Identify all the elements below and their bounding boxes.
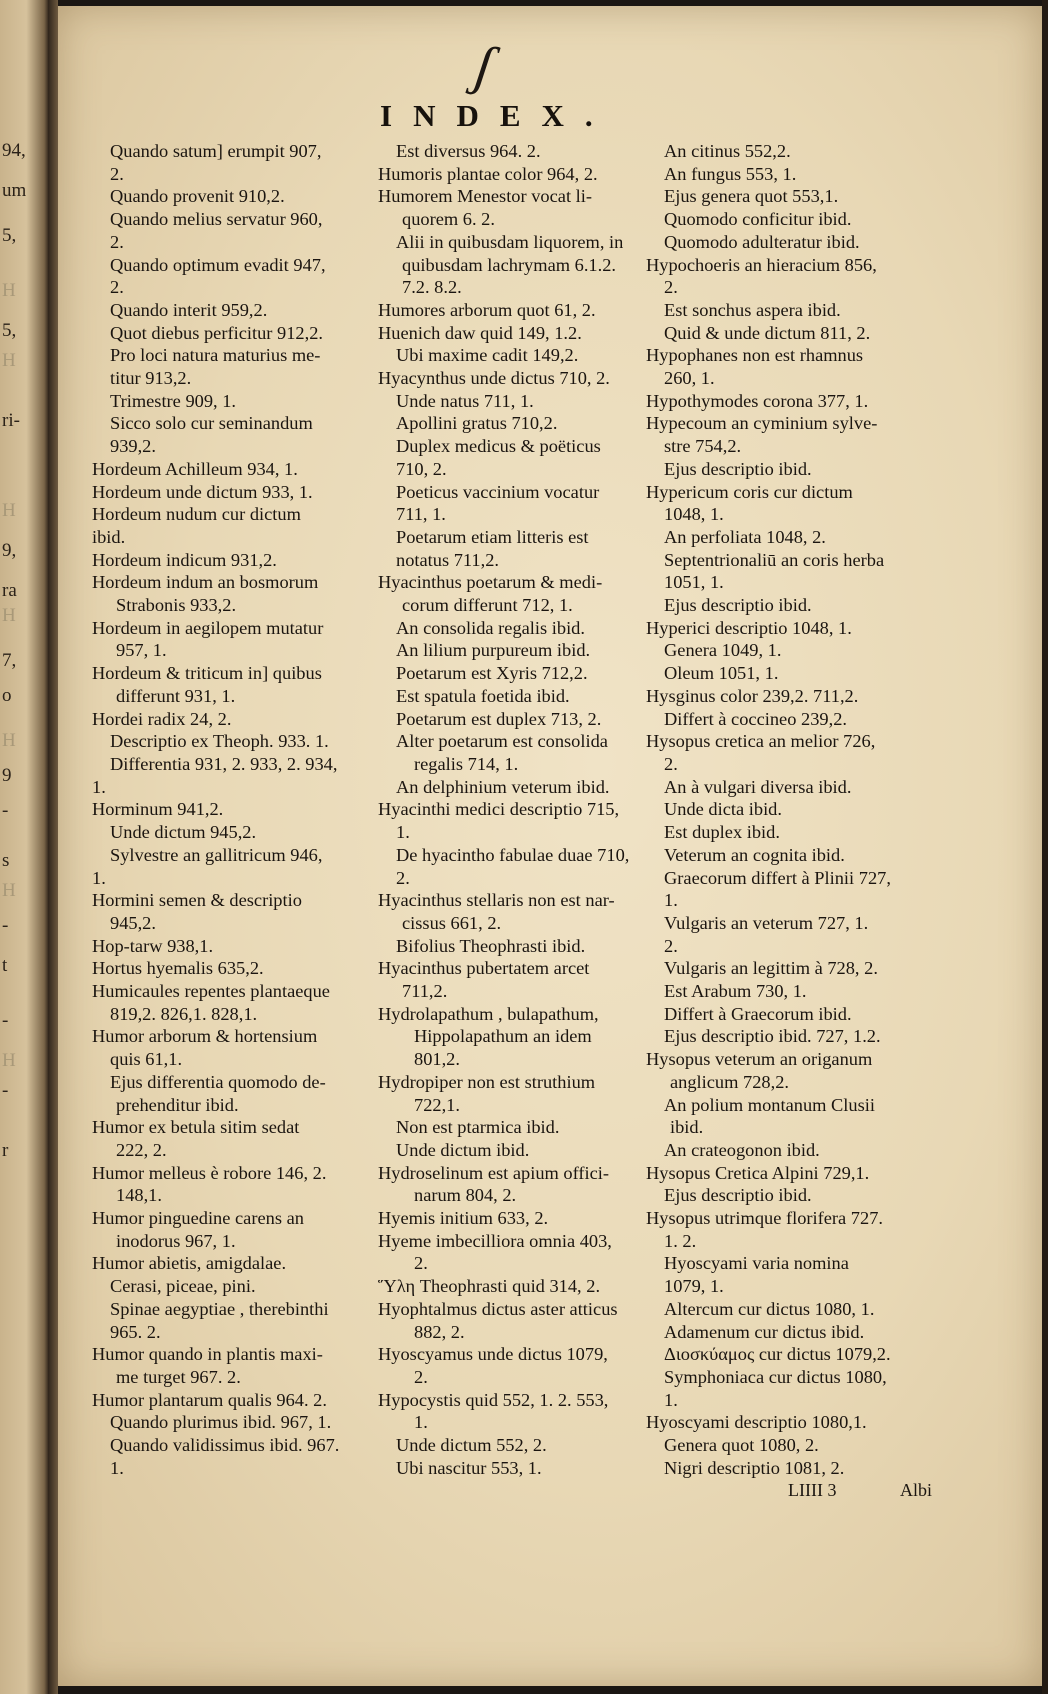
- index-entry: Hydroselinum est apium offici-: [378, 1162, 610, 1183]
- index-entry: Humorem Menestor vocat li-: [378, 186, 592, 207]
- index-column-2: [378, 140, 668, 1479]
- index-entry: Hypothymodes corona 377, 1.: [646, 390, 869, 411]
- index-entry: Descriptio ex Theoph. 933. 1.: [110, 731, 329, 752]
- index-entry: Hypophanes non est rhamnus: [646, 345, 864, 366]
- index-entry: De hyacintho fabulae duae 710,: [396, 844, 630, 865]
- book-page: [58, 6, 1042, 1686]
- index-entry: Humores arborum quot 61, 2.: [378, 299, 596, 320]
- index-entry: Huenich daw quid 149, 1.2.: [378, 322, 582, 343]
- index-entry: Hyacinthi medici descriptio 715,: [378, 799, 620, 820]
- index-entry: Hordeum indum an bosmorum: [92, 572, 319, 593]
- catchword: Albi: [900, 1480, 933, 1500]
- index-entry: narum 804, 2.: [414, 1185, 517, 1206]
- index-entry: Spinae aegyptiae , therebinthi: [110, 1298, 329, 1319]
- index-entry: An citinus 552,2.: [664, 141, 791, 161]
- index-entry: ibid.: [92, 526, 126, 547]
- index-entry: stre 754,2.: [664, 436, 742, 457]
- index-entry: Sicco solo cur seminandum: [110, 413, 313, 434]
- index-entry: 957, 1.: [116, 640, 167, 661]
- index-entry: Est Arabum 730, 1.: [664, 981, 807, 1002]
- index-entry: Hydropiper non est struthium: [378, 1071, 596, 1092]
- facing-page-fragment: r: [2, 1140, 9, 1161]
- index-entry: Hysopus cretica an melior 726,: [646, 731, 876, 752]
- index-entry: Alter poetarum est consolida: [396, 731, 608, 752]
- index-entry: An polium montanum Clusii: [664, 1094, 875, 1115]
- index-entry: An delphinium veterum ibid.: [396, 776, 610, 797]
- index-entry: 1.: [396, 822, 410, 843]
- facing-page-fragment: H: [2, 880, 16, 901]
- index-entry: me turget 967. 2.: [116, 1366, 241, 1387]
- index-entry: Humor quando in plantis maxi-: [92, 1344, 323, 1365]
- index-entry: Quando plurimus ibid. 967, 1.: [110, 1412, 332, 1433]
- index-entry: Symphoniaca cur dictus 1080,: [664, 1366, 887, 1387]
- index-entry: Hyophtalmus dictus aster atticus: [378, 1298, 618, 1319]
- index-entry: Ejus descriptio ibid. 727, 1.2.: [664, 1026, 881, 1047]
- index-entry: An à vulgari diversa ibid.: [664, 776, 852, 797]
- index-entry: Genera quot 1080, 2.: [664, 1435, 819, 1456]
- right-edge: [1042, 0, 1048, 1694]
- index-entry: An fungus 553, 1.: [664, 163, 797, 184]
- index-column-3: [646, 140, 982, 1479]
- index-entry: Ejus descriptio ibid.: [664, 595, 812, 616]
- index-entry: Hysopus utrimque florifera 727.: [646, 1208, 883, 1229]
- index-entry: 1.: [414, 1412, 428, 1433]
- book-gutter: [48, 0, 58, 1694]
- index-entry: Strabonis 933,2.: [116, 595, 237, 616]
- index-entry: Differt à Graecorum ibid.: [664, 1003, 852, 1024]
- index-entry: Ejus genera quot 553,1.: [664, 186, 839, 207]
- index-entry: Hyemis initium 633, 2.: [378, 1208, 549, 1229]
- index-entry: 222, 2.: [116, 1139, 167, 1160]
- index-entry: Quid & unde dictum 811, 2.: [664, 322, 871, 343]
- facing-page-fragment: H: [2, 350, 16, 371]
- index-entry: Genera 1049, 1.: [664, 640, 782, 661]
- index-entry: 2.: [664, 753, 678, 774]
- index-entry: Poetarum est duplex 713, 2.: [396, 708, 602, 729]
- index-entry: An lilium purpureum ibid.: [396, 640, 591, 661]
- index-entry: Ejus descriptio ibid.: [664, 1185, 812, 1206]
- index-entry: Quomodo conficitur ibid.: [664, 209, 852, 230]
- index-entry: inodorus 967, 1.: [116, 1230, 236, 1251]
- index-entry: ibid.: [670, 1117, 704, 1138]
- facing-page-fragment: 9: [2, 765, 12, 786]
- index-entry: differunt 931, 1.: [116, 685, 236, 706]
- index-entry: Hormini semen & descriptio: [92, 890, 302, 911]
- index-entry: Humor abietis, amigdalae.: [92, 1253, 287, 1274]
- index-entry: Hyacynthus unde dictus 710, 2.: [378, 368, 610, 389]
- page-title: INDEX.: [380, 98, 614, 133]
- facing-page-fragment: H: [2, 500, 16, 521]
- index-entry: Bifolius Theophrasti ibid.: [396, 935, 586, 956]
- index-entry: Hordeum & triticum in] quibus: [92, 663, 322, 684]
- index-entry: Quando satum] erumpit 907,: [110, 141, 322, 161]
- index-entry: 2.: [110, 277, 124, 298]
- facing-page-fragment: H: [2, 280, 16, 301]
- index-entry: Est sonchus aspera ibid.: [664, 299, 841, 320]
- index-entry: 2.: [664, 935, 678, 956]
- facing-page-fragment: 5,: [2, 225, 17, 246]
- index-entry: Hyoscyami varia nomina: [664, 1253, 849, 1274]
- index-entry: Alii in quibusdam liquorem, in: [396, 231, 624, 252]
- index-entry: Humor plantarum qualis 964. 2.: [92, 1389, 327, 1410]
- index-entry: Hop-tarw 938,1.: [92, 935, 214, 956]
- index-entry: Quando provenit 910,2.: [110, 186, 285, 207]
- index-entry: Differentia 931, 2. 933, 2. 934,: [110, 753, 338, 774]
- facing-page-fragment: -: [2, 1080, 9, 1101]
- index-entry: cissus 661, 2.: [402, 912, 502, 933]
- facing-page-fragment: ra: [2, 580, 17, 601]
- index-entry: notatus 711,2.: [396, 549, 500, 570]
- index-entry: Hordeum nudum cur dictum: [92, 504, 301, 525]
- index-entry: 1.: [110, 1457, 124, 1478]
- index-entry: Hyacinthus poetarum & medi-: [378, 572, 603, 593]
- index-entry: 710, 2.: [396, 458, 447, 479]
- index-entry: Ubi maxime cadit 149,2.: [396, 345, 579, 366]
- index-entry: 1.: [92, 776, 106, 797]
- index-entry: Apollini gratus 710,2.: [396, 413, 558, 434]
- index-entry: Unde dicta ibid.: [664, 799, 782, 820]
- index-entry: Vulgaris an legittim à 728, 2.: [664, 958, 878, 979]
- index-entry: Ejus differentia quomodo de-: [110, 1071, 326, 1092]
- index-entry: Veterum an cognita ibid.: [664, 844, 845, 865]
- index-entry: Altercum cur dictus 1080, 1.: [664, 1298, 875, 1319]
- facing-page-fragment: 9,: [2, 540, 17, 561]
- index-entry: Hysopus veterum an origanum: [646, 1049, 873, 1070]
- index-entry: 1. 2.: [664, 1230, 697, 1251]
- index-entry: Est diversus 964. 2.: [396, 141, 541, 161]
- index-entry: Unde dictum 552, 2.: [396, 1435, 547, 1456]
- facing-page-fragment: -: [2, 1010, 9, 1031]
- index-entry: quis 61,1.: [110, 1049, 183, 1070]
- facing-page-fragment: -: [2, 800, 9, 821]
- index-entry: Differt à coccineo 239,2.: [664, 708, 847, 729]
- index-entry: An perfoliata 1048, 2.: [664, 526, 826, 547]
- index-entry: quibusdam lachrymam 6.1.2.: [402, 254, 617, 275]
- facing-page-fragment: H: [2, 730, 16, 751]
- facing-page-fragment: um: [2, 180, 27, 201]
- facing-page-fragment: 7,: [2, 650, 17, 671]
- facing-page-fragment: 5,: [2, 320, 17, 341]
- index-entry: Quot diebus perficitur 912,2.: [110, 322, 323, 343]
- index-entry: Ejus descriptio ibid.: [664, 458, 812, 479]
- index-entry: Unde dictum ibid.: [396, 1139, 530, 1160]
- index-entry: Hippolapathum an idem: [414, 1026, 592, 1047]
- index-entry: An crateogonon ibid.: [664, 1139, 820, 1160]
- facing-page-fragment: t: [2, 955, 8, 976]
- index-entry: 1.: [664, 890, 678, 911]
- index-entry: 939,2.: [110, 436, 156, 457]
- index-entry: Quomodo adulteratur ibid.: [664, 231, 860, 252]
- index-entry: Hysopus Cretica Alpini 729,1.: [646, 1162, 870, 1183]
- facing-page-edge: [0, 0, 48, 1694]
- index-entry: 2.: [110, 163, 124, 184]
- index-entry: Hypecoum an cyminium sylve-: [646, 413, 878, 434]
- index-entry: 711,2.: [402, 981, 448, 1002]
- index-entry: 2.: [110, 231, 124, 252]
- index-entry: 1051, 1.: [664, 572, 724, 593]
- index-entry: Hyeme imbecilliora omnia 403,: [378, 1230, 612, 1251]
- index-entry: Graecorum differt à Plinii 727,: [664, 867, 891, 888]
- index-entry: Hyacinthus pubertatem arcet: [378, 958, 590, 979]
- index-entry: Humoris plantae color 964, 2.: [378, 163, 598, 184]
- index-entry: Septentrionaliū an coris herba: [664, 549, 885, 570]
- index-entry: Poetarum est Xyris 712,2.: [396, 663, 588, 684]
- index-entry: Humor pinguedine carens an: [92, 1208, 304, 1229]
- index-entry: Hyoscyamus unde dictus 1079,: [378, 1344, 608, 1365]
- index-entry: Trimestre 909, 1.: [110, 390, 237, 411]
- index-entry: 1048, 1.: [664, 504, 724, 525]
- index-entry: Ὕλη Theophrasti quid 314, 2.: [378, 1276, 601, 1297]
- index-entry: Hysginus color 239,2. 711,2.: [646, 685, 859, 706]
- index-entry: Hordeum indicum 931,2.: [92, 549, 277, 570]
- index-entry: Hyacinthus stellaris non est nar-: [378, 890, 615, 911]
- index-entry: Sylvestre an gallitricum 946,: [110, 844, 323, 865]
- index-entry: Unde dictum 945,2.: [110, 822, 257, 843]
- index-entry: Ubi nascitur 553, 1.: [396, 1457, 542, 1478]
- index-entry: Hordeum in aegilopem mutatur: [92, 617, 324, 638]
- index-entry: Humor melleus è robore 146, 2.: [92, 1162, 327, 1183]
- index-entry: Διοσκύαμος cur dictus 1079,2.: [664, 1344, 891, 1365]
- index-entry: 2.: [414, 1366, 428, 1387]
- index-entry: 722,1.: [414, 1094, 460, 1115]
- index-entry: Poeticus vaccinium vocatur: [396, 481, 600, 502]
- signature-mark: LIIII 3: [788, 1480, 837, 1500]
- facing-page-fragment: -: [2, 915, 9, 936]
- index-entry: Hypochoeris an hieracium 856,: [646, 254, 877, 275]
- index-entry: Adamenum cur dictus ibid.: [664, 1321, 865, 1342]
- index-entry: 711, 1.: [396, 504, 446, 525]
- index-entry: 945,2.: [110, 912, 156, 933]
- index-entry: 2.: [414, 1253, 428, 1274]
- facing-page-fragment: o: [2, 685, 12, 706]
- index-entry: quorem 6. 2.: [402, 209, 495, 230]
- index-entry: Duplex medicus & poëticus: [396, 436, 601, 457]
- index-entry: 1.: [92, 867, 106, 888]
- index-entry: Cerasi, piceae, pini.: [110, 1276, 256, 1297]
- index-entry: 1079, 1.: [664, 1276, 724, 1297]
- facing-page-fragment: ri-: [2, 410, 20, 431]
- index-entry: Hordeum unde dictum 933, 1.: [92, 481, 313, 502]
- facing-page-fragment: 94,: [2, 140, 26, 161]
- index-entry: 2.: [396, 867, 410, 888]
- index-entry: Humor ex betula sitim sedat: [92, 1117, 300, 1138]
- index-entry: 801,2.: [414, 1049, 460, 1070]
- index-entry: Est spatula foetida ibid.: [396, 685, 570, 706]
- index-entry: Humor arborum & hortensium: [92, 1026, 318, 1047]
- index-entry: Hordeum Achilleum 934, 1.: [92, 458, 298, 479]
- index-entry: Quando interit 959,2.: [110, 299, 268, 320]
- index-entry: Poetarum etiam litteris est: [396, 526, 589, 547]
- index-entry: titur 913,2.: [110, 368, 192, 389]
- index-entry: 148,1.: [116, 1185, 162, 1206]
- index-entry: Humicaules repentes plantaeque: [92, 981, 330, 1002]
- index-entry: Hyoscyami descriptio 1080,1.: [646, 1412, 867, 1433]
- index-entry: Hydrolapathum , bulapathum,: [378, 1003, 599, 1024]
- index-entry: Quando validissimus ibid. 967.: [110, 1435, 340, 1456]
- index-entry: Oleum 1051, 1.: [664, 663, 779, 684]
- index-column-1: [92, 140, 396, 1479]
- index-entry: Hypericum coris cur dictum: [646, 481, 853, 502]
- index-entry: 7.2. 8.2.: [402, 277, 462, 298]
- index-entry: Hyperici descriptio 1048, 1.: [646, 617, 852, 638]
- index-entry: regalis 714, 1.: [414, 753, 519, 774]
- index-entry: anglicum 728,2.: [670, 1071, 790, 1092]
- facing-page-fragment: s: [2, 850, 10, 871]
- index-entry: An consolida regalis ibid.: [396, 617, 585, 638]
- index-entry: 819,2. 826,1. 828,1.: [110, 1003, 258, 1024]
- facing-page-fragment: H: [2, 605, 16, 626]
- index-entry: Quando melius servatur 960,: [110, 209, 323, 230]
- index-entry: 965. 2.: [110, 1321, 161, 1342]
- index-entry: Hypocystis quid 552, 1. 2. 553,: [378, 1389, 609, 1410]
- ink-mark: ʃ: [471, 34, 497, 98]
- index-entry: 2.: [664, 277, 678, 298]
- index-entry: 882, 2.: [414, 1321, 465, 1342]
- index-entry: Quando optimum evadit 947,: [110, 254, 326, 275]
- index-entry: Vulgaris an veterum 727, 1.: [664, 912, 869, 933]
- facing-page-fragment: H: [2, 1050, 16, 1071]
- index-entry: Horminum 941,2.: [92, 799, 224, 820]
- index-entry: Est duplex ibid.: [664, 822, 780, 843]
- index-entry: Pro loci natura maturius me-: [110, 345, 321, 366]
- index-entry: 260, 1.: [664, 368, 715, 389]
- index-entry: Unde natus 711, 1.: [396, 390, 534, 411]
- index-entry: prehenditur ibid.: [116, 1094, 239, 1115]
- index-entry: Nigri descriptio 1081, 2.: [664, 1457, 845, 1478]
- index-entry: 1.: [664, 1389, 678, 1410]
- index-entry: Hortus hyemalis 635,2.: [92, 958, 264, 979]
- index-entry: Hordei radix 24, 2.: [92, 708, 232, 729]
- index-entry: corum differunt 712, 1.: [402, 595, 573, 616]
- index-entry: Non est ptarmica ibid.: [396, 1117, 560, 1138]
